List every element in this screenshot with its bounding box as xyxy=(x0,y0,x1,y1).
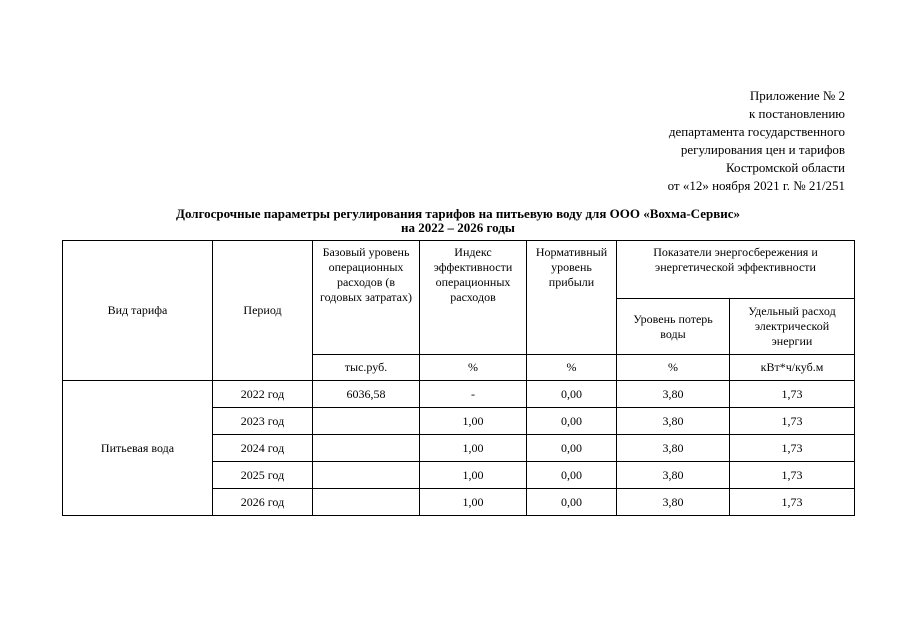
header-efficiency-index: Индекс эффективности операционных расходов xyxy=(420,241,527,355)
appendix-line: от «12» ноября 2021 г. № 21/251 xyxy=(667,178,845,193)
table-row xyxy=(63,381,855,408)
power-consumption-cell: 1,73 xyxy=(730,408,855,435)
header-profit-level: Нормативный уровень прибыли xyxy=(527,241,617,355)
unit-water-loss: % xyxy=(617,355,730,381)
header-row-1 xyxy=(63,241,855,299)
power-consumption-cell: 1,73 xyxy=(730,435,855,462)
unit-power-consumption: кВт*ч/куб.м xyxy=(730,355,855,381)
profit-level-cell: 0,00 xyxy=(527,462,617,489)
water-loss-cell: 3,80 xyxy=(617,381,730,408)
document-title xyxy=(62,207,854,235)
header-power-consumption: Удельный расход электрической энергии xyxy=(730,299,855,355)
base-level-cell xyxy=(313,489,420,516)
header-period: Период xyxy=(213,241,313,381)
appendix-line: департамента государственного xyxy=(668,124,845,139)
power-consumption-cell: 1,73 xyxy=(730,381,855,408)
base-level-cell xyxy=(313,408,420,435)
base-level-cell xyxy=(313,462,420,489)
water-loss-cell: 3,80 xyxy=(617,408,730,435)
period-cell: 2024 год xyxy=(213,435,313,462)
appendix-line: Приложение № 2 xyxy=(749,88,845,103)
unit-base-level: тыс.руб. xyxy=(313,355,420,381)
period-cell: 2026 год xyxy=(213,489,313,516)
header-water-loss: Уровень потерь воды xyxy=(617,299,730,355)
profit-level-cell: 0,00 xyxy=(527,381,617,408)
period-cell: 2022 год xyxy=(213,381,313,408)
water-loss-cell: 3,80 xyxy=(617,435,730,462)
profit-level-cell: 0,00 xyxy=(527,435,617,462)
header-energy-group: Показатели энергосбережения и энергетической эффективности xyxy=(617,241,855,299)
appendix-line: к постановлению xyxy=(748,106,845,121)
header-tariff-type: Вид тарифа xyxy=(63,241,213,381)
period-cell: 2025 год xyxy=(213,462,313,489)
efficiency-index-cell: - xyxy=(420,381,527,408)
appendix-header xyxy=(668,87,845,195)
tariff-name-cell: Питьевая вода xyxy=(63,381,213,516)
base-level-cell: 6036,58 xyxy=(313,381,420,408)
base-level-cell xyxy=(313,435,420,462)
appendix-line: регулирования цен и тарифов xyxy=(680,142,845,157)
power-consumption-cell: 1,73 xyxy=(730,462,855,489)
unit-profit-level: % xyxy=(527,355,617,381)
efficiency-index-cell: 1,00 xyxy=(420,462,527,489)
title-line-1: Долгосрочные параметры регулирования тарифов на питьевую воду для ООО «Вохма-Сервис» xyxy=(176,206,740,221)
power-consumption-cell: 1,73 xyxy=(730,489,855,516)
water-loss-cell: 3,80 xyxy=(617,462,730,489)
title-line-2: на 2022 – 2026 годы xyxy=(401,220,515,235)
profit-level-cell: 0,00 xyxy=(527,408,617,435)
period-cell: 2023 год xyxy=(213,408,313,435)
tariff-parameters-table xyxy=(62,240,855,516)
efficiency-index-cell: 1,00 xyxy=(420,489,527,516)
efficiency-index-cell: 1,00 xyxy=(420,435,527,462)
appendix-line: Костромской области xyxy=(725,160,845,175)
water-loss-cell: 3,80 xyxy=(617,489,730,516)
header-base-level: Базовый уровень операционных расходов (в годовых затратах) xyxy=(313,241,420,355)
efficiency-index-cell: 1,00 xyxy=(420,408,527,435)
profit-level-cell: 0,00 xyxy=(527,489,617,516)
unit-efficiency-index: % xyxy=(420,355,527,381)
